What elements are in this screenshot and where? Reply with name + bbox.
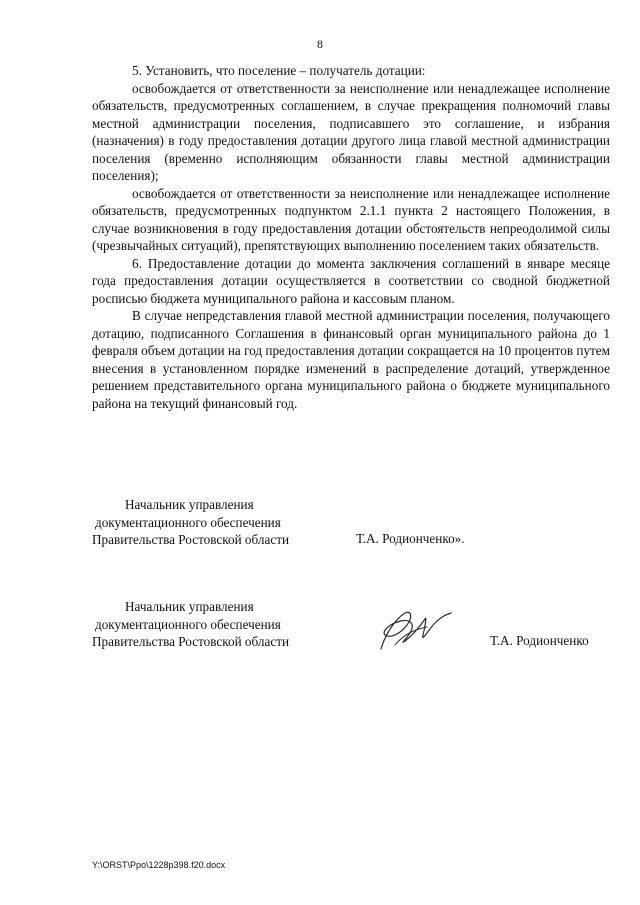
signatory-title-line: Начальник управления [125, 599, 254, 614]
paragraph-item-6: 6. Предоставление дотации до момента заключения соглашений в январе месяце года предоставления дотации осуществляется в соответствии со сводной бюджетной росписью бюджета муниципального района и кассовым планом. [92, 255, 610, 306]
signatory-title-line: документационного обеспечения [95, 514, 281, 530]
signatory-title-line: Правительства Ростовской области [92, 634, 290, 649]
handwritten-signature [375, 605, 455, 655]
signatory-title-line: Начальник управления [125, 497, 254, 512]
paragraph-item-5-heading: 5. Установить, что поселение – получатель дотации: [132, 63, 426, 78]
signatory-name-1: Т.А. Родионченко». [356, 531, 465, 546]
document-body [92, 62, 610, 412]
footer-file-path: Y:\ORST\Ppo\1228p398.f20.docx [92, 860, 226, 870]
signatory-title-line: документационного обеспечения [95, 616, 281, 632]
page-number: 8 [317, 37, 323, 51]
signature-block-1 [92, 496, 289, 549]
paragraph-liability-exemption-2: освобождается от ответственности за неисполнение или ненадлежащее исполнение обязательств, предусмотренных подпунктом 2.1.1 пункта 2 настоящего Положения, в случае возникновения в году предоставления дотации обстоятельств непреодолимой силы (чрезвычайных ситуаций), препятствующих выполнению поселением таких обязательств. [92, 185, 610, 253]
signature-block-2 [92, 598, 289, 651]
signatory-title-line: Правительства Ростовской области [92, 532, 290, 547]
paragraph-reduction-clause: В случае непредставления главой местной администрации поселения, получающего дотацию, подписанного Соглашения в финансовый орган муниципального района до 1 февраля объем дотации на год предоставления дотации сокращается на 10 процентов путем внесения в установленном порядке изменений в распределение дотаций, утвержденное решением представительного органа муниципального района о бюджете муниципального района на текущий финансовый год. [92, 308, 610, 411]
paragraph-liability-exemption-1: освобождается от ответственности за неисполнение или ненадлежащее исполнение обязательств, предусмотренных соглашением, в случае прекращения полномочий главы местной администрации поселения, подписавшего это соглашение, и избрания (назначения) в году предоставления дотации другого лица главой местной администрации поселения (временно исполняющим обязанности главы местной администрации поселения); [92, 80, 610, 183]
signatory-name-2: Т.А. Родионченко [490, 633, 589, 648]
